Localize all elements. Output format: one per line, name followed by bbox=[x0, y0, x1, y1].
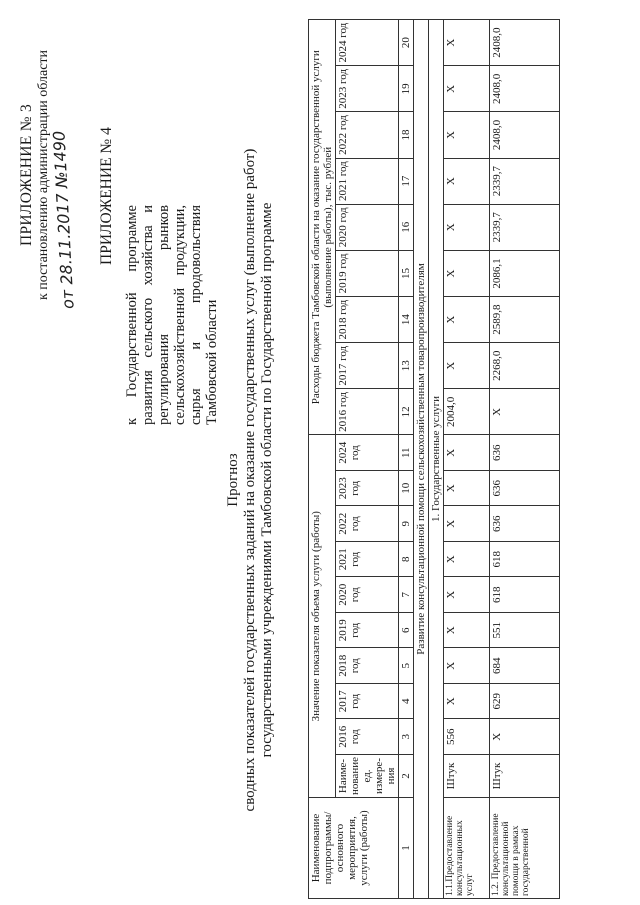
header-year: 2016 год bbox=[336, 389, 399, 435]
appendix-4-text: к Государственной программе развития сельского хозяйства и регулирования рынков сельскохозяйственной продукции, сырья и продовольствия Тамбовской области bbox=[124, 205, 220, 425]
value-cell: 636 bbox=[490, 435, 560, 471]
value-cell: Х bbox=[444, 613, 490, 649]
col-number: 9 bbox=[399, 506, 414, 542]
header-year: 2020 год bbox=[336, 577, 399, 613]
value-cell: 636 bbox=[490, 506, 560, 542]
row-name: 1.2. Предоставление консультационной помощи в рамках государственной bbox=[490, 798, 560, 899]
col-number: 17 bbox=[399, 158, 414, 204]
budget-cell: 2086,1 bbox=[490, 250, 560, 296]
header-value: Значение показателя объема услуги (работы) bbox=[309, 435, 336, 798]
header-year: 2017 год bbox=[336, 343, 399, 389]
section-title: Развитие консультационной помощи сельскохозяйственным товаропроизводителям bbox=[414, 20, 429, 899]
col-number: 12 bbox=[399, 389, 414, 435]
value-cell: Х bbox=[444, 506, 490, 542]
col-number: 15 bbox=[399, 250, 414, 296]
budget-cell: 2004,0 bbox=[444, 389, 490, 435]
value-cell: Х bbox=[444, 684, 490, 720]
budget-cell: Х bbox=[444, 20, 490, 66]
col-number: 16 bbox=[399, 204, 414, 250]
header-year: 2017 год bbox=[336, 684, 399, 720]
col-number: 14 bbox=[399, 297, 414, 343]
col-number: 1 bbox=[399, 798, 414, 899]
value-cell: 618 bbox=[490, 577, 560, 613]
value-cell: Х bbox=[444, 435, 490, 471]
budget-cell: 2339,7 bbox=[490, 158, 560, 204]
header-year: 2020 год bbox=[336, 204, 399, 250]
budget-cell: 2408,0 bbox=[490, 66, 560, 112]
header-year: 2019 год bbox=[336, 613, 399, 649]
budget-cell: 2268,0 bbox=[490, 343, 560, 389]
col-number: 7 bbox=[399, 577, 414, 613]
value-cell: Х bbox=[444, 577, 490, 613]
header-name: Наименование подпрограммы/ основного мероприятия, услуги (работы) bbox=[309, 798, 399, 899]
value-cell: Х bbox=[444, 471, 490, 507]
header-year: 2023 год bbox=[336, 66, 399, 112]
appendix-4-title: ПРИЛОЖЕНИЕ № 4 bbox=[98, 127, 115, 265]
value-cell: Х bbox=[444, 648, 490, 684]
table-row bbox=[490, 20, 560, 899]
budget-cell: Х bbox=[444, 297, 490, 343]
handwritten-signature: от 28.11.2017 №1490 bbox=[49, 130, 78, 310]
header-year: 2021 год bbox=[336, 158, 399, 204]
value-cell: 551 bbox=[490, 613, 560, 649]
row-name: 1.1.Предоставление консультационных услуг bbox=[444, 798, 490, 899]
col-number: 13 bbox=[399, 343, 414, 389]
value-cell: 556 bbox=[444, 719, 490, 755]
header-year: 2022 год bbox=[336, 506, 399, 542]
col-number: 8 bbox=[399, 542, 414, 578]
col-number: 19 bbox=[399, 66, 414, 112]
col-number: 10 bbox=[399, 471, 414, 507]
value-cell: 636 bbox=[490, 471, 560, 507]
document-heading: Прогноз bbox=[225, 453, 241, 507]
subsection-title: 1. Государственные услуги bbox=[429, 20, 444, 899]
budget-cell: Х bbox=[444, 158, 490, 204]
budget-cell: Х bbox=[444, 66, 490, 112]
col-number: 6 bbox=[399, 613, 414, 649]
budget-cell: Х bbox=[490, 389, 560, 435]
forecast-table bbox=[308, 19, 560, 899]
budget-cell: 2408,0 bbox=[490, 112, 560, 158]
value-cell: 684 bbox=[490, 648, 560, 684]
appendix-3-block bbox=[18, 10, 52, 340]
header-unit: Наиме-нование ед. измере-ния bbox=[336, 755, 399, 798]
budget-cell: Х bbox=[444, 250, 490, 296]
section-row bbox=[414, 20, 429, 899]
header-year: 2024 год bbox=[336, 435, 399, 471]
table-header-row-2 bbox=[336, 20, 399, 899]
subsection-row bbox=[429, 20, 444, 899]
header-year: 2016 год bbox=[336, 719, 399, 755]
header-year: 2018 год bbox=[336, 648, 399, 684]
header-budget: Расходы бюджета Тамбовской области на оказание государственной услуги (выполнение работы), тыс. рублей bbox=[309, 20, 336, 436]
header-year: 2023 год bbox=[336, 471, 399, 507]
col-number: 5 bbox=[399, 648, 414, 684]
document-title-block bbox=[225, 115, 276, 845]
row-unit: Штук bbox=[490, 755, 560, 798]
table-header-row-1 bbox=[309, 20, 336, 899]
column-number-row bbox=[399, 20, 414, 899]
row-unit: Штук bbox=[444, 755, 490, 798]
budget-cell: 2339,7 bbox=[490, 204, 560, 250]
appendix-3-line: к постановлению администрации области bbox=[36, 49, 51, 301]
value-cell: Х bbox=[490, 719, 560, 755]
header-year: 2024 год bbox=[336, 20, 399, 66]
budget-cell: Х bbox=[444, 343, 490, 389]
header-year: 2021 год bbox=[336, 542, 399, 578]
col-number: 20 bbox=[399, 20, 414, 66]
table-row bbox=[444, 20, 490, 899]
value-cell: 618 bbox=[490, 542, 560, 578]
value-cell: Х bbox=[444, 542, 490, 578]
col-number: 18 bbox=[399, 112, 414, 158]
col-number: 4 bbox=[399, 684, 414, 720]
document-subtitle: сводных показателей государственных заданий на оказание государственных услуг (выполнение работ) государственными учреждениями Тамбовской области по Государственной программе bbox=[242, 148, 275, 812]
header-year: 2018 год bbox=[336, 297, 399, 343]
header-year: 2022 год bbox=[336, 112, 399, 158]
budget-cell: Х bbox=[444, 112, 490, 158]
budget-cell: Х bbox=[444, 204, 490, 250]
col-number: 3 bbox=[399, 719, 414, 755]
col-number: 11 bbox=[399, 435, 414, 471]
appendix-3-title: ПРИЛОЖЕНИЕ № 3 bbox=[18, 103, 35, 247]
value-cell: 629 bbox=[490, 684, 560, 720]
header-year: 2019 год bbox=[336, 250, 399, 296]
budget-cell: 2589,8 bbox=[490, 297, 560, 343]
col-number: 2 bbox=[399, 755, 414, 798]
budget-cell: 2408,0 bbox=[490, 20, 560, 66]
